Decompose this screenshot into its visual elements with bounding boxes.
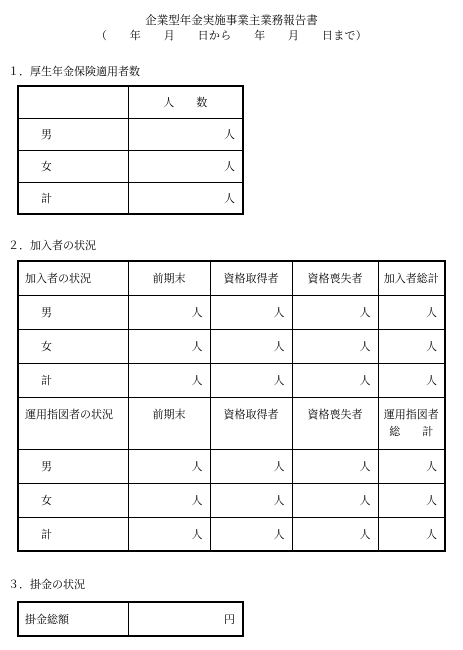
unit-cell: 人: [128, 329, 210, 363]
unit-cell: 人: [378, 329, 445, 363]
unit-cell: 人: [378, 517, 445, 551]
lost-header: 資格喪失者: [292, 397, 378, 449]
lost-header: 資格喪失者: [292, 261, 378, 295]
table-row: [18, 483, 445, 517]
unit-cell: 人: [210, 483, 292, 517]
unit-cell: 人: [292, 363, 378, 397]
member-status-header: 加入者の状況: [18, 261, 128, 295]
unit-cell: 人: [378, 363, 445, 397]
unit-cell: 人: [210, 329, 292, 363]
section1-heading: １．厚生年金保険適用者数: [8, 65, 140, 78]
row-label-female: 女: [18, 483, 128, 517]
unit-cell: 人: [128, 118, 243, 150]
reporting-period: （ 年 月 日から 年 月 日まで）: [95, 29, 368, 42]
unit-cell: 人: [292, 517, 378, 551]
unit-cell: 人: [378, 449, 445, 483]
member-total-header: 加入者総計: [378, 261, 445, 295]
instructor-total-header-line1: 運用指図者: [383, 407, 439, 421]
unit-cell: 人: [128, 182, 243, 214]
unit-cell: 人: [292, 483, 378, 517]
blank-header-cell: [18, 86, 128, 118]
acquired-header: 資格取得者: [210, 261, 292, 295]
contribution-table: [17, 601, 244, 637]
section3-heading: ３．掛金の状況: [8, 578, 85, 591]
row-label-male: 男: [18, 118, 128, 150]
row-label-total: 計: [18, 517, 128, 551]
instructor-total-header-line2: 総 計: [389, 424, 434, 438]
unit-cell: 人: [210, 295, 292, 329]
unit-cell: 人: [210, 363, 292, 397]
document-title: 企業型年金実施事業主業務報告書: [145, 13, 318, 27]
prior-period-header: 前期末: [128, 261, 210, 295]
row-label-total: 計: [18, 182, 128, 214]
acquired-header: 資格取得者: [210, 397, 292, 449]
row-label-male: 男: [18, 295, 128, 329]
row-label-female: 女: [18, 329, 128, 363]
unit-cell: 人: [128, 483, 210, 517]
unit-cell: 人: [128, 295, 210, 329]
row-label-male: 男: [18, 449, 128, 483]
table-row: [18, 517, 445, 551]
count-header: 人 数: [128, 86, 243, 118]
unit-cell: 人: [128, 449, 210, 483]
instructor-total-header: [378, 397, 445, 449]
table-row: [18, 449, 445, 483]
unit-cell: 人: [210, 449, 292, 483]
unit-cell: 人: [292, 449, 378, 483]
table-row: [18, 329, 445, 363]
prior-period-header: 前期末: [128, 397, 210, 449]
insured-count-table: [17, 85, 244, 215]
unit-cell: 人: [128, 150, 243, 182]
section2-heading: ２．加入者の状況: [8, 239, 96, 252]
unit-cell: 人: [378, 483, 445, 517]
unit-cell: 人: [292, 295, 378, 329]
contribution-total-label: 掛金総額: [18, 602, 128, 636]
unit-cell: 人: [210, 517, 292, 551]
row-label-female: 女: [18, 150, 128, 182]
yen-unit-cell: 円: [128, 602, 243, 636]
row-label-total: 計: [18, 363, 128, 397]
instructor-status-header: 運用指図者の状況: [18, 397, 128, 449]
unit-cell: 人: [128, 363, 210, 397]
table-row: [18, 295, 445, 329]
table-row: [18, 363, 445, 397]
unit-cell: 人: [128, 517, 210, 551]
member-status-table: [17, 260, 446, 552]
unit-cell: 人: [378, 295, 445, 329]
unit-cell: 人: [292, 329, 378, 363]
